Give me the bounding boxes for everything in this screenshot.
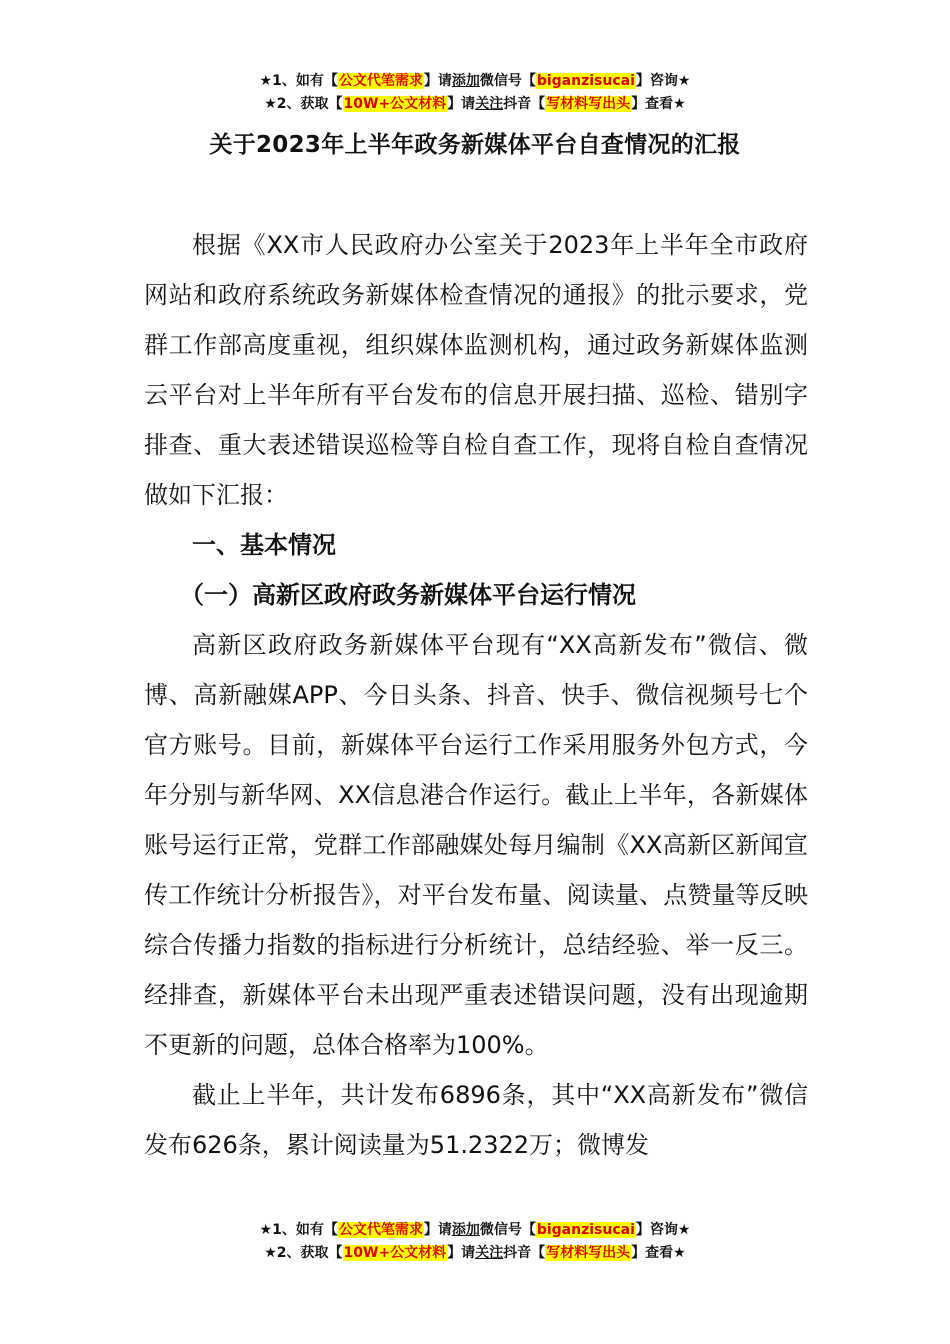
promo-line-2-mid2: 抖音【	[503, 96, 546, 112]
promo-line-1-mid2: 微信号【	[479, 1222, 536, 1238]
subsection-heading-platform-operation: （一）高新区政府政务新媒体平台运行情况	[180, 581, 636, 609]
section-heading-basic-situation: 一、基本情况	[192, 531, 336, 559]
promo-highlight-service: 公文代笔需求	[338, 1222, 423, 1238]
promo-line-1	[0, 70, 950, 93]
promo-line-2-suffix: 】查看★	[631, 96, 686, 112]
promo-line-2-prefix: ★2、获取【	[264, 1245, 343, 1261]
promo-line-2-prefix: ★2、获取【	[264, 96, 343, 112]
promo-highlight-materials: 10W+公文材料	[343, 96, 447, 112]
promo-line-2-suffix: 】查看★	[631, 1245, 686, 1261]
document-title: 关于2023年上半年政务新媒体平台自查情况的汇报	[209, 132, 741, 158]
promo-line-1-mid: 】请	[423, 73, 452, 89]
intro-paragraph: 根据《XX市人民政府办公室关于2023年上半年全市政府网站和政府系统政务新媒体检查情况的通报》的批示要求，党群工作部高度重视，组织媒体监测机构，通过政务新媒体监测云平台对上半年所有平台发布的信息开展扫描、巡检、错别字排查、重大表述错误巡检等自检自查工作，现将自检自查情况做如下汇报：	[144, 231, 808, 509]
promo-line-2-mid: 】请	[447, 96, 476, 112]
publication-stats-paragraph: 截止上半年，共计发布6896条，其中“XX高新发布”微信发布626条，累计阅读量为51.2322万；微博发	[144, 1081, 808, 1159]
promo-line-1-mid2: 微信号【	[479, 73, 536, 89]
promo-underline-add: 添加	[451, 1222, 480, 1238]
promo-highlight-wechat-id: biganzisucai	[536, 73, 635, 89]
promo-underline-follow: 关注	[475, 96, 504, 112]
bottom-promo-banner	[0, 1219, 950, 1265]
promo-line-2-mid2: 抖音【	[503, 1245, 546, 1261]
promo-line-1-suffix: 】咨询★	[635, 73, 691, 89]
promo-line-1-prefix: ★1、如有【	[259, 1222, 338, 1238]
promo-line-2-mid: 】请	[447, 1245, 476, 1261]
platform-operation-paragraph: 高新区政府政务新媒体平台现有“XX高新发布”微信、微博、高新融媒APP、今日头条、抖音、快手、微信视频号七个官方账号。目前，新媒体平台运行工作采用服务外包方式，今年分别与新华网、XX信息港合作运行。截止上半年，各新媒体账号运行正常，党群工作部融媒处每月编制《XX高新区新闻宣传工作统计分析报告》，对平台发布量、阅读量、点赞量等反映综合传播力指数的指标进行分析统计，总结经验、举一反三。经排查，新媒体平台未出现严重表述错误问题，没有出现逾期不更新的问题，总体合格率为100%。	[144, 631, 808, 1059]
promo-highlight-douyin: 写材料写出头	[546, 96, 631, 112]
promo-highlight-service: 公文代笔需求	[338, 73, 423, 89]
document-body	[144, 220, 808, 1170]
promo-highlight-materials: 10W+公文材料	[343, 1245, 447, 1261]
promo-line-2	[0, 1242, 950, 1265]
promo-line-1-suffix: 】咨询★	[635, 1222, 691, 1238]
promo-line-1-mid: 】请	[423, 1222, 452, 1238]
promo-line-1	[0, 1219, 950, 1242]
promo-line-1-prefix: ★1、如有【	[259, 73, 338, 89]
promo-highlight-douyin: 写材料写出头	[546, 1245, 631, 1261]
promo-underline-add: 添加	[451, 73, 480, 89]
promo-line-2	[0, 93, 950, 116]
top-promo-banner	[0, 70, 950, 116]
promo-underline-follow: 关注	[475, 1245, 504, 1261]
promo-highlight-wechat-id: biganzisucai	[536, 1222, 635, 1238]
